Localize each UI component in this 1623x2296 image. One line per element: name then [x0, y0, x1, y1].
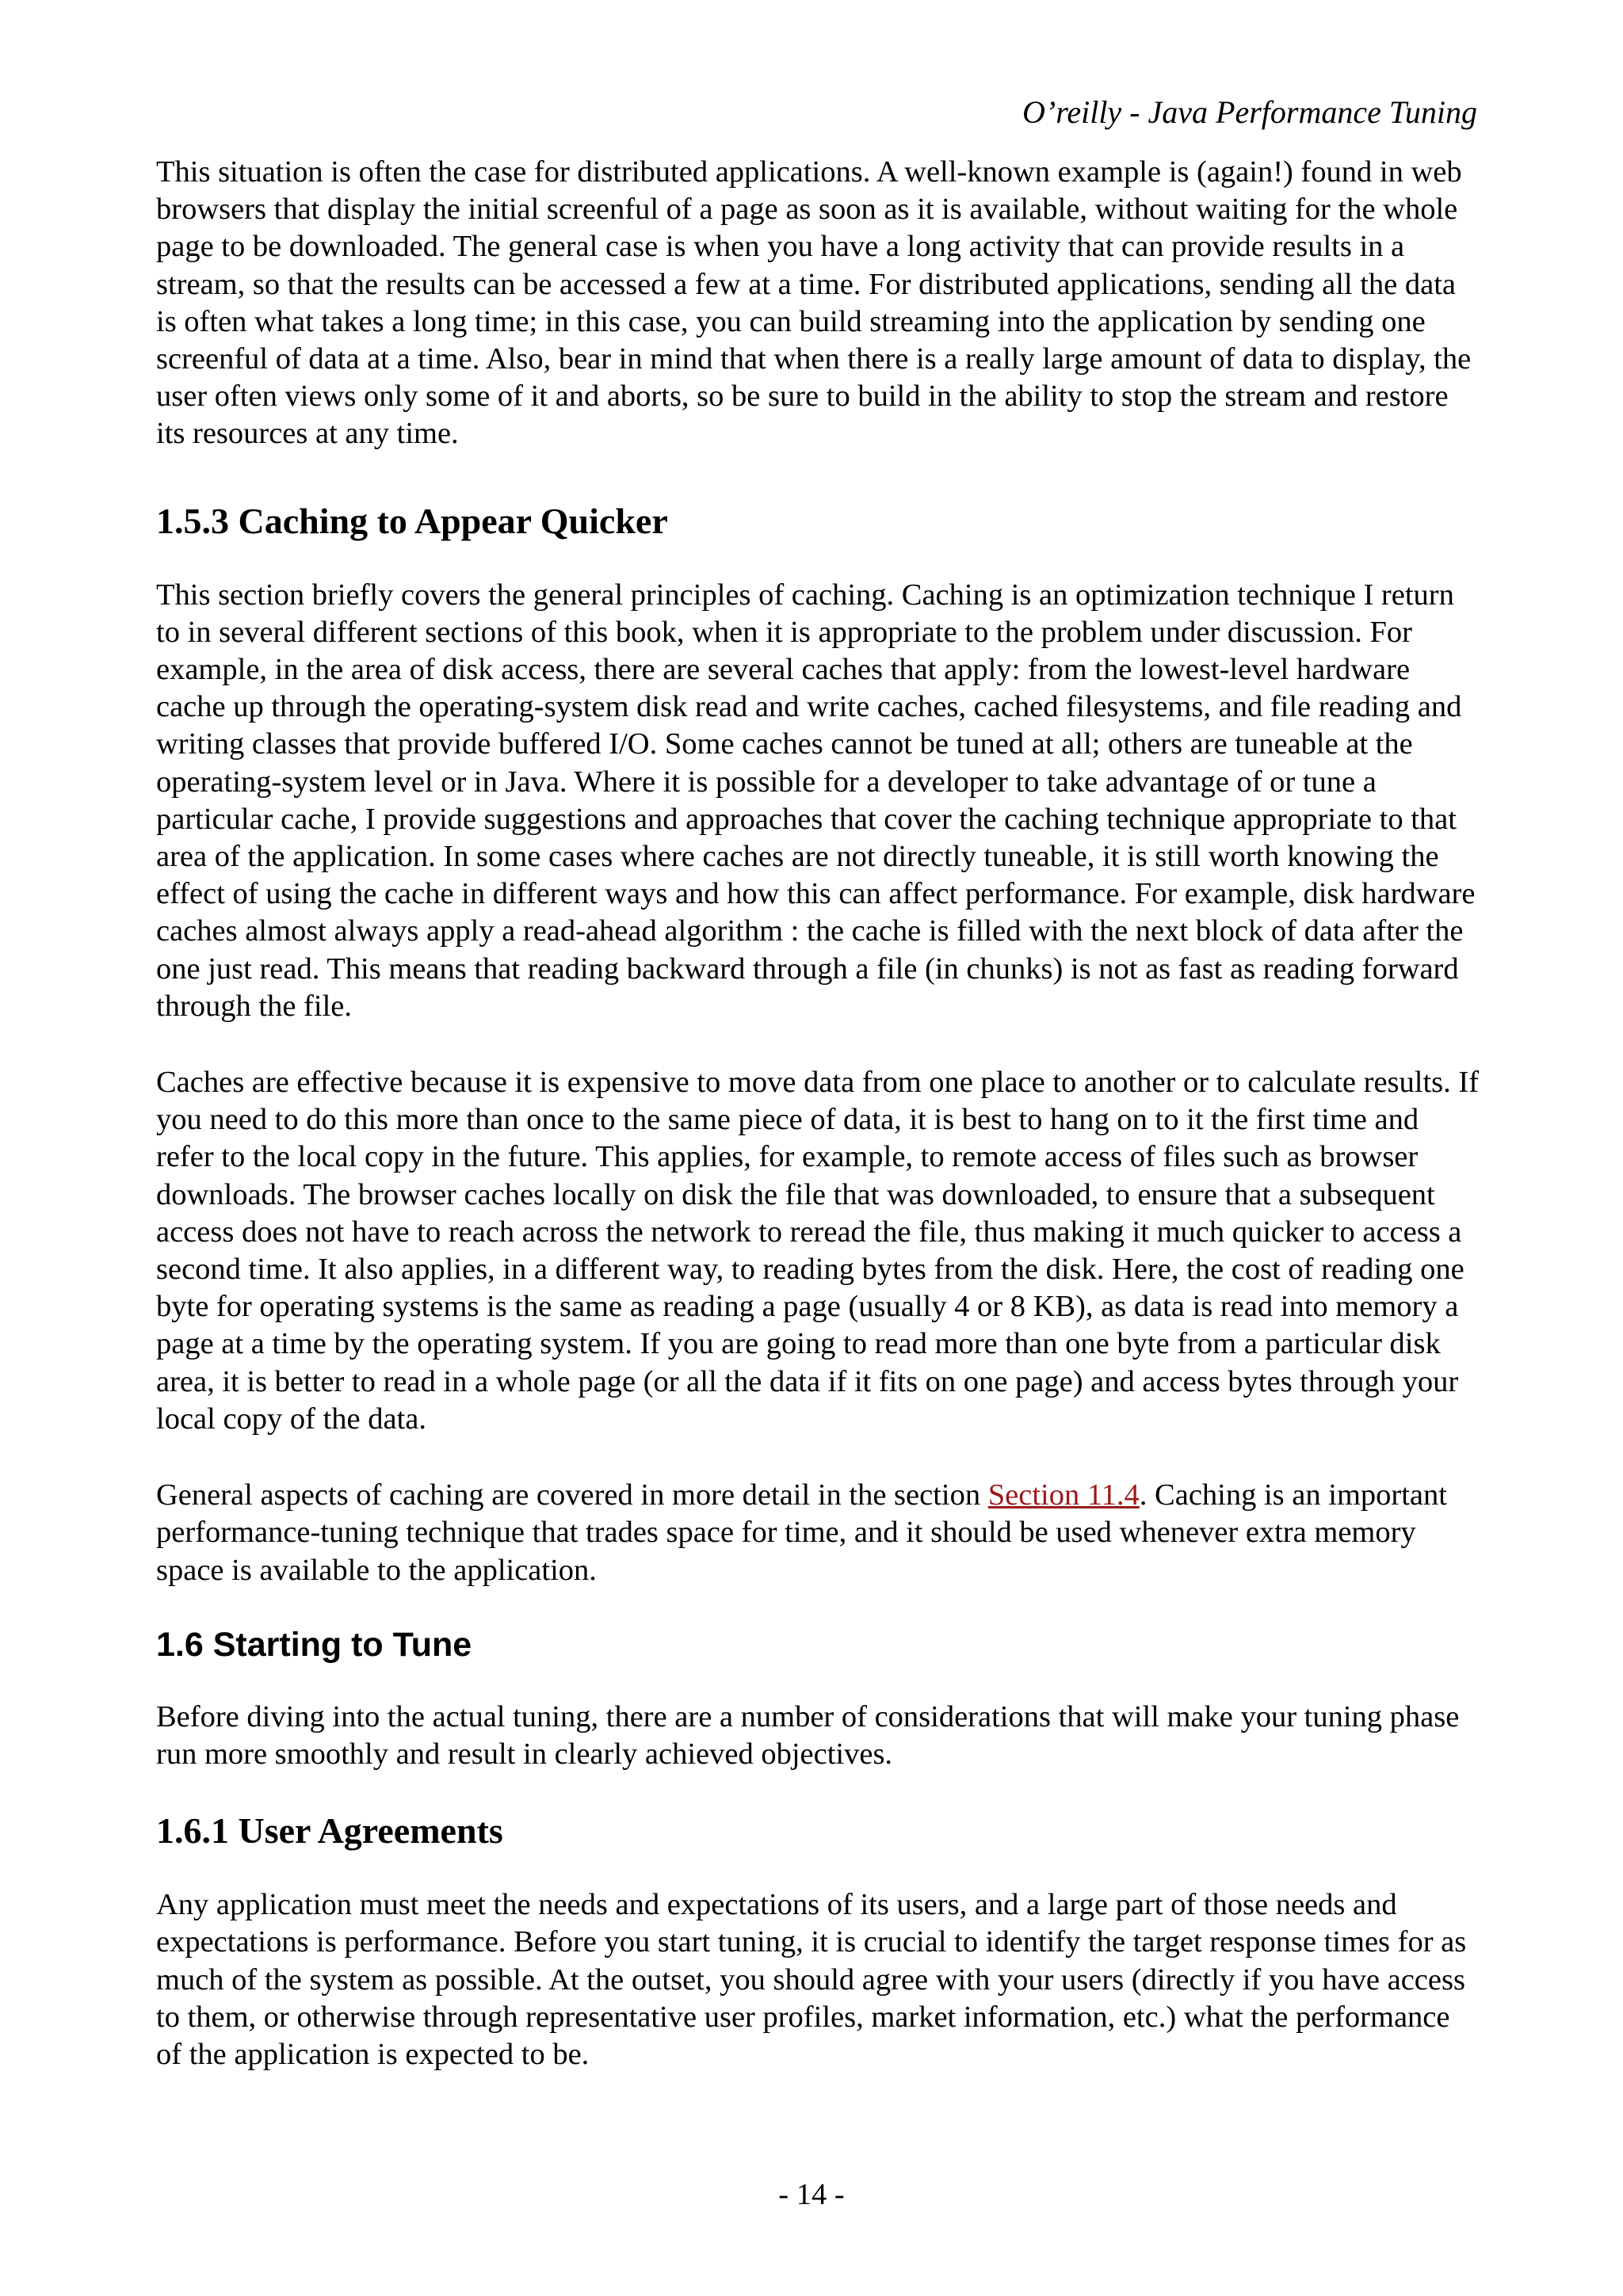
caching-paragraph-3 — [156, 1477, 1481, 1589]
intro-paragraph: This situation is often the case for distributed applications. A well-known example is (again!) found in web browsers that display the initial screenful of a page as soon as it is available, without waiting for the whole page to be downloaded. The general case is when you have a long activity that can provide results in a stream, so that the results can be accessed a few at a time. For distributed applications, sending all the data is often what takes a long time; in this case, you can build streaming into the application by sending one screenful of data at a time. Also, bear in mind that when there is a really large amount of data to display, the user often views only some of it and aborts, so be sure to build in the ability to stop the stream and restore its resources at any time. — [156, 155, 1472, 451]
section-heading-user-agreements: 1.6.1 User Agreements — [156, 1810, 503, 1852]
section-11-4-link[interactable]: Section 11.4 — [987, 1478, 1140, 1512]
page-content — [156, 154, 1481, 2073]
starting-paragraph: Before diving into the actual tuning, there are a number of considerations that will make your tuning phase run more smoothly and result in clearly achieved objectives. — [156, 1699, 1460, 1771]
section-heading-caching: 1.5.3 Caching to Appear Quicker — [156, 500, 668, 541]
section-heading-starting-to-tune: 1.6 Starting to Tune — [156, 1625, 472, 1664]
caching-paragraph-3-lead: General aspects of caching are covered in more detail in the section — [156, 1478, 988, 1512]
caching-paragraph-2: Caches are effective because it is expensive to move data from one place to another or to calculate results. If you need to do this more than once to the same piece of data, it is best to hang on to it the first time and refer to the local copy in the future. This applies, for example, to remote access of files such as browser downloads. The browser caches locally on disk the file that was downloaded, to ensure that a subsequent access does not have to reach across the network to reread the file, thus making it much quicker to access a second time. It also applies, in a different way, to reading bytes from the disk. Here, the cost of reading one byte for operating systems is the same as reading a page (usually 4 or 8 KB), as data is read into memory a page at a time by the operating system. If you are going to read more than one byte from a particular disk area, it is better to read in a whole page (or all the data if it fits on one page) and access bytes through your local copy of the data. — [156, 1066, 1480, 1436]
page-number: - 14 - — [778, 2178, 845, 2211]
running-header: O’reilly - Java Performance Tuning — [1022, 94, 1477, 130]
caching-paragraph-3-tail: . Caching is an important performance-tuning technique that trades space for time, and it should be used whenever extra memory space is available to the application. — [156, 1478, 1447, 1587]
agreements-paragraph: Any application must meet the needs and expectations of its users, and a large part of those needs and expectations is performance. Before you start tuning, it is crucial to identify the target response times for as much of the system as possible. At the outset, you should agree with your users (directly if you have access to them, or otherwise through representative user profiles, market information, etc.) what the performance of the application is expected to be. — [156, 1888, 1467, 2071]
caching-paragraph-1: This section briefly covers the general principles of caching. Caching is an optimization technique I return to in several different sections of this book, when it is appropriate to the problem under discussion. For example, in the area of disk access, there are several caches that apply: from the lowest-level hardware cache up through the operating-system disk read and write caches, cached filesystems, and file reading and writing classes that provide buffered I/O. Some caches cannot be tuned at all; others are tuneable at the operating-system level or in Java. Where it is possible for a developer to take advantage of or tune a particular cache, I provide suggestions and approaches that cover the caching technique appropriate to that area of the application. In some cases where caches are not directly tuneable, it is still worth knowing the effect of using the cache in different ways and how this can affect performance. For example, disk hardware caches almost always apply a read-ahead algorithm : the cache is filled with the next block of data after the one just read. This means that reading backward through a file (in chunks) is not as fast as reading forward through the file. — [156, 578, 1476, 1023]
